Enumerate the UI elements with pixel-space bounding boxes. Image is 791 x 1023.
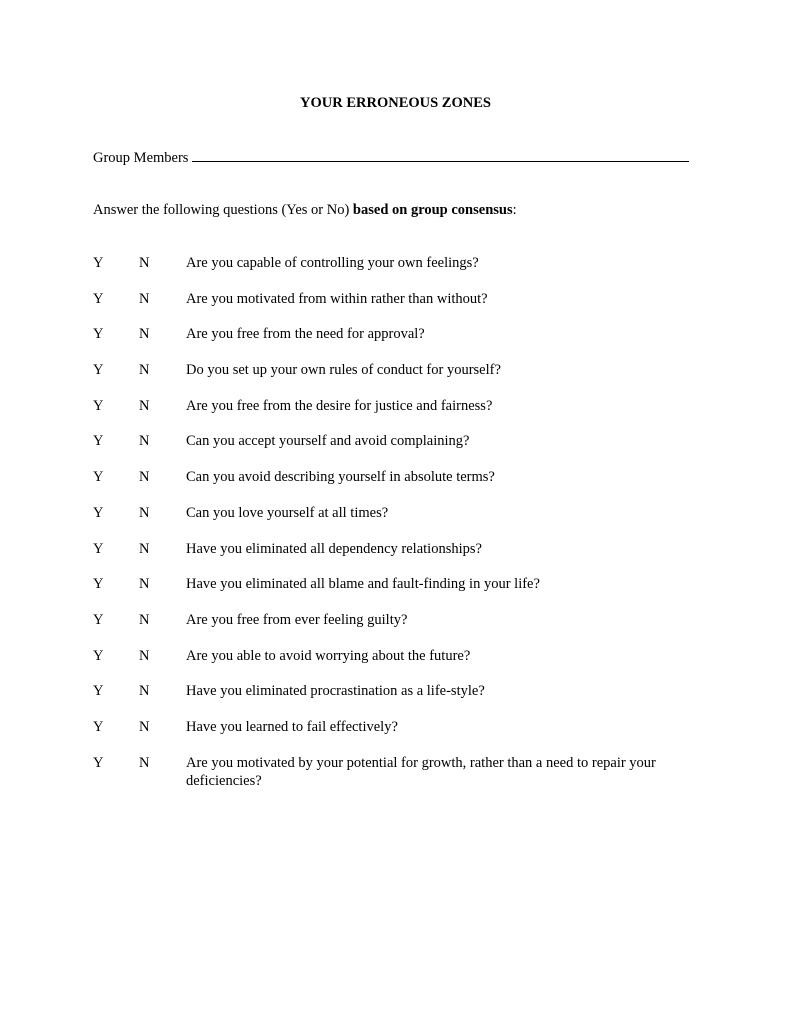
question-row: [93, 540, 703, 576]
no-option[interactable]: N: [139, 683, 150, 700]
question-row: [93, 611, 703, 647]
yes-option[interactable]: Y: [93, 611, 104, 628]
yes-option[interactable]: Y: [93, 362, 104, 379]
question-text: Have you eliminated all blame and fault-finding in your life?: [186, 576, 540, 593]
question-row: [93, 754, 703, 794]
yes-option[interactable]: Y: [93, 326, 104, 343]
page-title: YOUR ERRONEOUS ZONES: [300, 95, 491, 111]
instructions: [93, 201, 517, 219]
no-option[interactable]: N: [139, 754, 150, 771]
question-text: Can you love yourself at all times?: [186, 504, 389, 521]
question-row: [93, 575, 703, 611]
no-option[interactable]: N: [139, 576, 150, 593]
group-members-blank[interactable]: [192, 147, 689, 162]
no-option[interactable]: N: [139, 290, 150, 307]
group-members-label: Group Members: [93, 150, 189, 166]
instructions-emphasis: based on group consensus: [352, 202, 513, 218]
yes-option[interactable]: Y: [93, 433, 104, 450]
question-text: Can you avoid describing yourself in absolute terms?: [186, 469, 495, 486]
question-row: [93, 682, 703, 718]
yes-option[interactable]: Y: [93, 540, 104, 557]
question-row: [93, 468, 703, 504]
question-text: Are you capable of controlling your own feelings?: [186, 255, 479, 271]
yes-option[interactable]: Y: [93, 504, 104, 521]
question-row: [93, 290, 703, 326]
yes-option[interactable]: Y: [93, 754, 104, 771]
no-option[interactable]: N: [139, 647, 150, 664]
yes-option[interactable]: Y: [93, 576, 104, 593]
question-row: [93, 647, 703, 683]
question-row: [93, 718, 703, 754]
question-text: Are you free from ever feeling guilty?: [186, 611, 408, 628]
yes-option[interactable]: Y: [93, 469, 104, 486]
no-option[interactable]: N: [139, 540, 150, 557]
no-option[interactable]: N: [139, 504, 150, 521]
yes-option[interactable]: Y: [93, 683, 104, 700]
question-row: [93, 397, 703, 433]
no-option[interactable]: N: [139, 718, 150, 735]
question-text: Are you motivated from within rather than without?: [186, 290, 488, 307]
question-text: Are you able to avoid worrying about the future?: [186, 647, 471, 664]
question-text: Do you set up your own rules of conduct for yourself?: [186, 362, 501, 379]
instructions-suffix: :: [512, 202, 517, 218]
instructions-prefix: Answer the following questions (Yes or No): [93, 202, 353, 218]
yes-option[interactable]: Y: [93, 718, 104, 735]
no-option[interactable]: N: [139, 469, 150, 486]
no-option[interactable]: N: [139, 255, 150, 271]
question-row: [93, 504, 703, 540]
question-text: Are you motivated by your potential for growth, rather than a need to repair your deficiencies?: [186, 754, 656, 789]
question-list: [93, 254, 703, 794]
question-text: Are you free from the desire for justice and fairness?: [186, 397, 493, 414]
question-row: [93, 254, 703, 290]
question-text: Have you eliminated procrastination as a life-style?: [186, 683, 485, 700]
yes-option[interactable]: Y: [93, 647, 104, 664]
question-row: [93, 432, 703, 468]
no-option[interactable]: N: [139, 611, 150, 628]
question-text: Have you eliminated all dependency relationships?: [186, 540, 482, 557]
no-option[interactable]: N: [139, 362, 150, 379]
yes-option[interactable]: Y: [93, 255, 104, 271]
question-row: [93, 361, 703, 397]
group-members-line: [93, 147, 689, 167]
no-option[interactable]: N: [139, 397, 150, 414]
question-text: Are you free from the need for approval?: [186, 326, 425, 343]
yes-option[interactable]: Y: [93, 290, 104, 307]
question-row: [93, 325, 703, 361]
no-option[interactable]: N: [139, 433, 150, 450]
yes-option[interactable]: Y: [93, 397, 104, 414]
question-text: Have you learned to fail effectively?: [186, 718, 398, 735]
question-text: Can you accept yourself and avoid complaining?: [186, 433, 470, 450]
no-option[interactable]: N: [139, 326, 150, 343]
